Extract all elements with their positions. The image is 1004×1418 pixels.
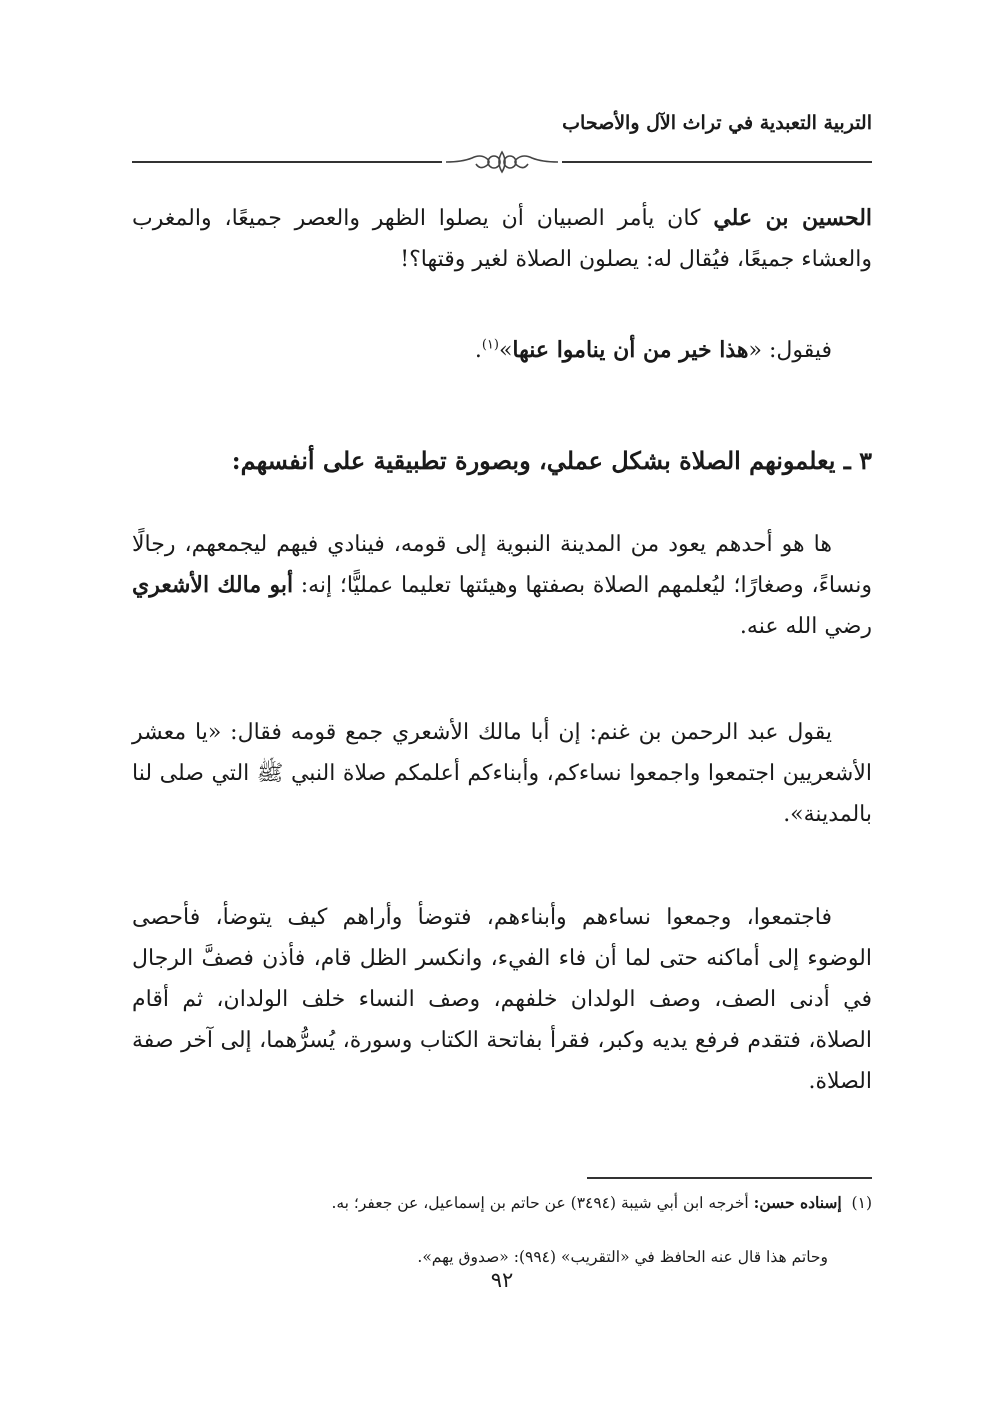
bold-name: الحسين بن علي bbox=[713, 205, 873, 231]
paragraph-2 bbox=[132, 330, 872, 371]
footnote-1-continued bbox=[132, 1244, 872, 1270]
footnote-bold: إسناده حسن: bbox=[753, 1193, 842, 1212]
paragraph-5 bbox=[132, 897, 872, 1102]
paragraph-text: ها هو أحدهم يعود من المدينة النبوية إلى قومه، فينادي فيهم ليجمعهم، رجالًا ونساءً، وصغارًا؛ ليُعلمهم الصلاة بصفتها وهيئتها تعليما عمليًّا؛ إنه: bbox=[132, 532, 872, 598]
footnote-number: (١) bbox=[851, 1194, 872, 1212]
footnote-line-2: وحاتم هذا قال عنه الحافظ في «التقريب» (٩٩٤): «صدوق يهم». bbox=[417, 1248, 828, 1266]
book-page bbox=[132, 0, 872, 1418]
paragraph-text: كان يأمر الصبيان أن يصلوا الظهر والعصر جميعًا، والمغرب والعشاء جميعًا، فيُقال له: يصلون الصلاة لغير وقتها؟! bbox=[132, 206, 872, 272]
quote-prefix: فيقول: « bbox=[748, 338, 832, 363]
footnote-rule bbox=[587, 1177, 872, 1179]
paragraph-3 bbox=[132, 524, 872, 647]
footnote-ref[interactable]: (١) bbox=[481, 337, 499, 353]
page-number: ٩٢ bbox=[490, 1268, 514, 1292]
footnote-1 bbox=[132, 1190, 872, 1216]
bold-name: أبو مالك الأشعري bbox=[132, 572, 294, 598]
honorific: رضي الله عنه. bbox=[739, 614, 872, 639]
running-title: التربية التعبدية في تراث الآل والأصحاب bbox=[562, 112, 872, 134]
bold-quote: هذا خير من أن يناموا عنها bbox=[512, 337, 749, 363]
footnote-text: أخرجه ابن أبي شيبة (٣٤٩٤) عن حاتم بن إسماعيل، عن جعفر؛ به. bbox=[331, 1194, 754, 1212]
quote-suffix: » bbox=[498, 338, 513, 363]
section-heading: ٣ ـ يعلمونهم الصلاة بشكل عملي، وبصورة تطبيقية على أنفسهم: bbox=[231, 446, 872, 475]
paragraph-4 bbox=[132, 712, 872, 835]
paragraph-text: يقول عبد الرحمن بن غنم: إن أبا مالك الأشعري جمع قومه فقال: «يا معشر الأشعريين اجتمعوا واجمعوا نساءكم، وأبناءكم أعلمكم صلاة النبي ﷺ التي صلى لنا بالمدينة». bbox=[132, 720, 872, 827]
ornament-icon bbox=[442, 148, 562, 176]
paragraph-text: فاجتمعوا، وجمعوا نساءهم وأبناءهم، فتوضأ وأراهم كيف يتوضأ، فأحصى الوضوء إلى أماكنه حتى لما أن فاء الفيء، وانكسر الظل قام، فأذن فصفَّ الرجال في أدنى الصف، وصف الولدان خلفهم، وصف النساء خلف الولدان، ثم أقام الصلاة، فتقدم فرفع يديه وكبر، فقرأ بفاتحة الكتاب وسورة، يُسرُّهما، إلى آخر صفة الصلاة. bbox=[132, 905, 873, 1094]
paragraph-end: . bbox=[474, 338, 482, 363]
paragraph-1 bbox=[132, 198, 872, 280]
